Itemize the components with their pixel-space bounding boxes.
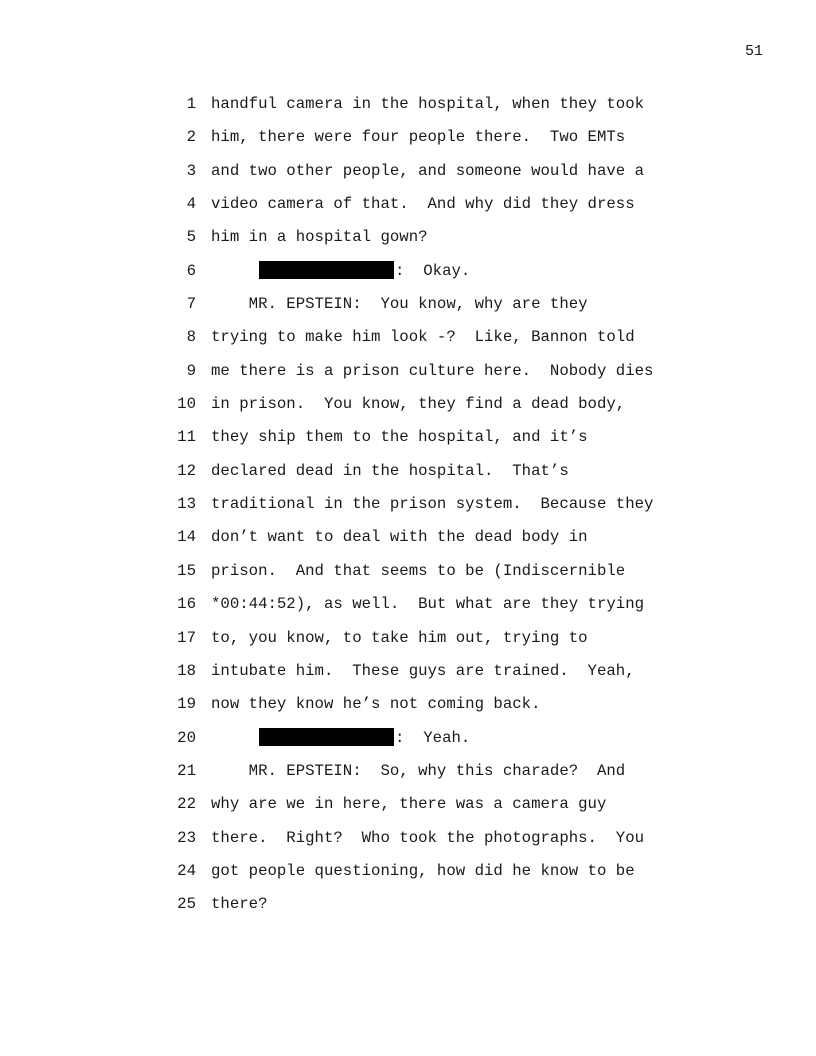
line-number: 9	[186, 361, 196, 380]
transcript-line	[0, 125, 816, 158]
line-number: 6	[186, 261, 196, 280]
line-number: 20	[177, 728, 196, 747]
line-number: 25	[177, 895, 196, 914]
line-number: 5	[186, 228, 196, 247]
transcript-line	[0, 792, 816, 825]
transcript-line	[0, 192, 816, 225]
line-text: handful camera in the hospital, when they took	[211, 95, 645, 113]
line-text: *00:44:52), as well. But what are they trying	[211, 595, 645, 614]
line-number: 7	[186, 295, 196, 314]
transcript-body	[0, 92, 816, 926]
line-text: video camera of that. And why did they dress	[211, 195, 635, 214]
line-text: MR. EPSTEIN: So, why this charade? And	[211, 761, 626, 780]
line-text: in prison. You know, they find a dead body,	[211, 395, 626, 414]
line-text: they ship them to the hospital, and it’s	[211, 428, 588, 447]
line-text: me there is a prison culture here. Nobody dies	[211, 361, 654, 380]
line-text: there?	[211, 895, 268, 914]
transcript-line	[0, 392, 816, 425]
transcript-line	[0, 92, 816, 125]
line-number: 23	[177, 828, 196, 847]
transcript-line	[0, 259, 816, 292]
transcript-line	[0, 425, 816, 458]
line-text: now they know he’s not coming back.	[211, 695, 541, 714]
line-number: 17	[177, 628, 196, 647]
line-number: 16	[177, 595, 196, 614]
line-number: 18	[177, 661, 196, 680]
transcript-line	[0, 726, 816, 759]
line-number: 21	[177, 761, 196, 780]
line-text: to, you know, to take him out, trying to	[211, 628, 588, 647]
line-number: 22	[177, 795, 196, 814]
transcript-line	[0, 592, 816, 625]
line-number: 15	[177, 561, 196, 580]
line-text: him in a hospital gown?	[211, 228, 428, 247]
redaction-bar	[259, 728, 394, 746]
line-text: MR. EPSTEIN: You know, why are they	[211, 295, 588, 314]
line-number: 4	[186, 195, 196, 214]
line-text: don’t want to deal with the dead body in	[211, 528, 588, 547]
transcript-line	[0, 659, 816, 692]
line-text: intubate him. These guys are trained. Yeah,	[211, 661, 635, 680]
transcript-line	[0, 892, 816, 925]
line-text: : Yeah.	[395, 728, 471, 747]
line-text: got people questioning, how did he know to be	[211, 861, 635, 880]
line-text: : Okay.	[395, 261, 471, 280]
transcript-line	[0, 459, 816, 492]
line-number: 14	[177, 528, 196, 547]
line-text: and two other people, and someone would have a	[211, 161, 645, 180]
page-number: 51	[744, 43, 763, 60]
line-number: 12	[177, 461, 196, 480]
redaction-bar	[259, 261, 394, 279]
transcript-line	[0, 692, 816, 725]
line-number: 24	[177, 861, 196, 880]
line-number: 10	[177, 395, 196, 414]
transcript-line	[0, 859, 816, 892]
transcript-line	[0, 225, 816, 258]
transcript-line	[0, 159, 816, 192]
line-text: there. Right? Who took the photographs. You	[211, 828, 645, 847]
line-text: trying to make him look -? Like, Bannon told	[211, 328, 635, 347]
transcript-line	[0, 525, 816, 558]
line-text: why are we in here, there was a camera guy	[211, 795, 607, 814]
line-number: 3	[186, 161, 196, 180]
transcript-line	[0, 292, 816, 325]
transcript-line	[0, 826, 816, 859]
line-number: 11	[177, 428, 196, 447]
line-text: traditional in the prison system. Because they	[211, 495, 654, 514]
line-number: 2	[186, 128, 196, 147]
line-text: prison. And that seems to be (Indiscernible	[211, 561, 626, 580]
line-number: 13	[177, 495, 196, 514]
transcript-line	[0, 492, 816, 525]
transcript-line	[0, 559, 816, 592]
transcript-line	[0, 359, 816, 392]
line-text: him, there were four people there. Two EMTs	[211, 128, 626, 147]
line-number: 19	[177, 695, 196, 714]
line-number: 8	[186, 328, 196, 347]
transcript-line	[0, 759, 816, 792]
transcript-line	[0, 325, 816, 358]
line-number: 1	[186, 95, 196, 113]
line-text: declared dead in the hospital. That’s	[211, 461, 569, 480]
transcript-line	[0, 626, 816, 659]
